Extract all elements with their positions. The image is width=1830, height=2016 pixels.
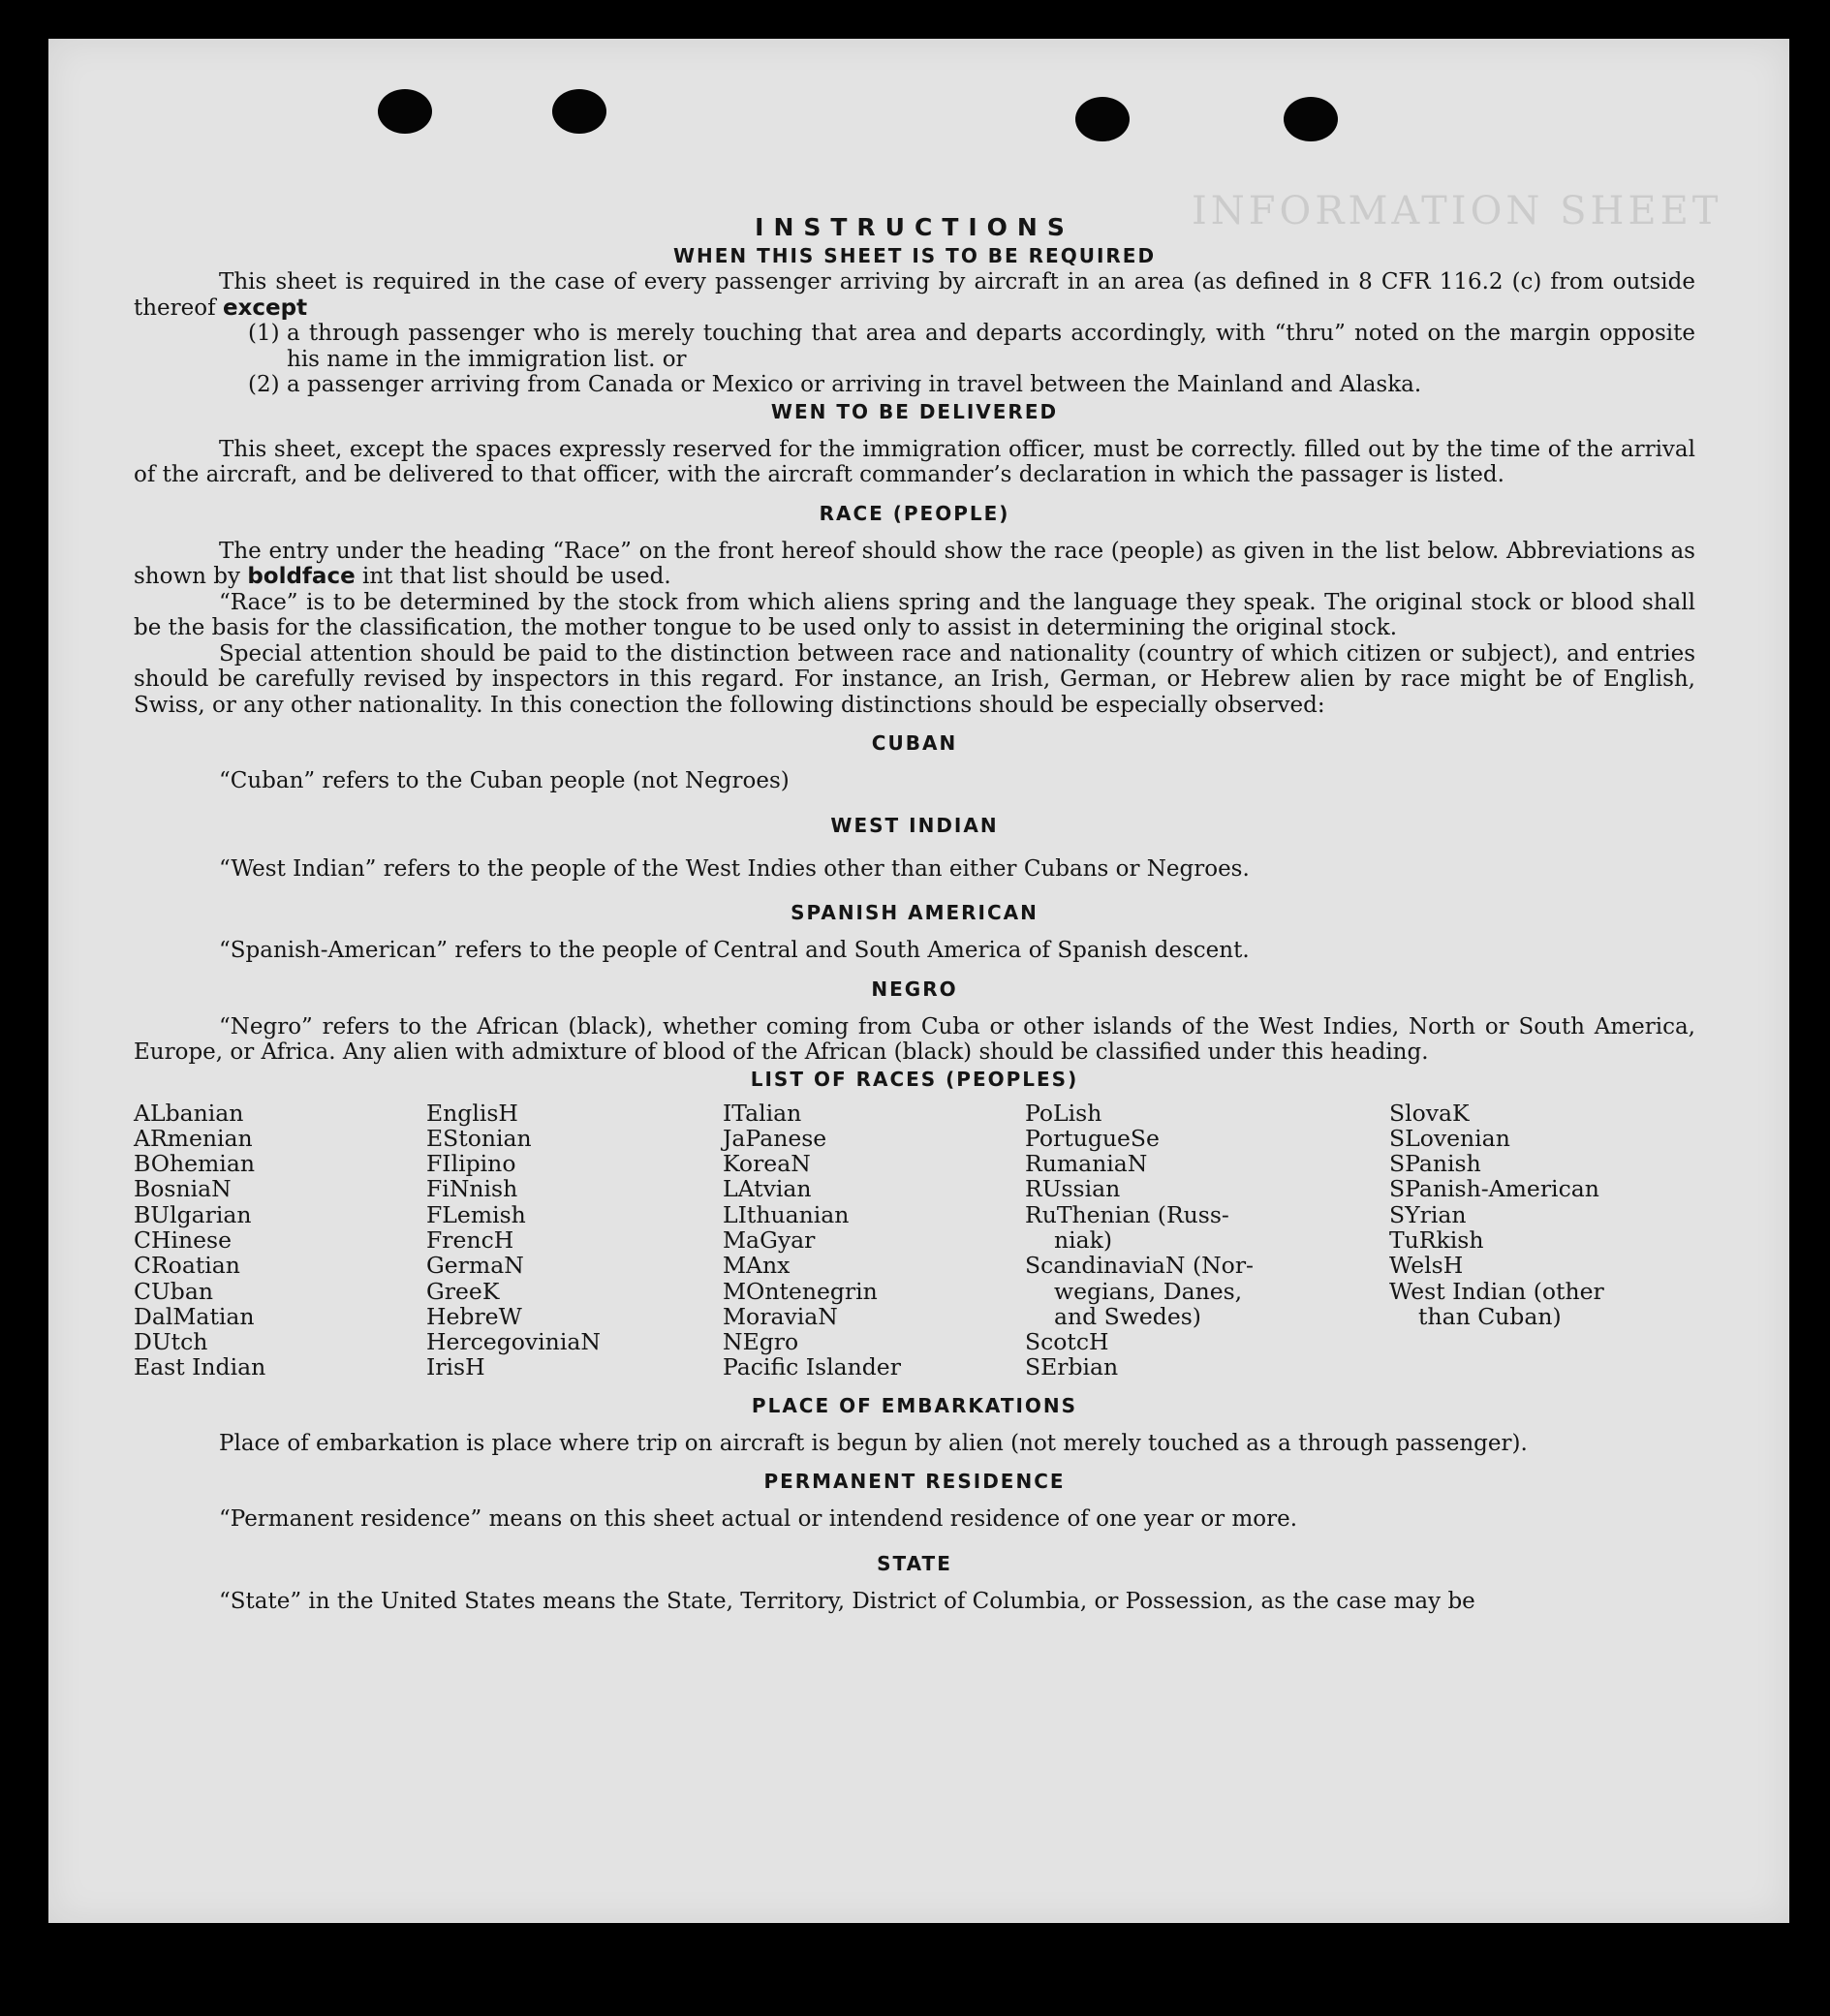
when-delivered-text: This sheet, except the spaces expressly reserved for the immigration officer, must be correctly. filled out by the time of the arrival of the aircraft, and be delivered to that officer, with the aircraft commander’s declaration in which the passager is listed. — [134, 436, 1695, 487]
race-entry: RUssian — [1025, 1175, 1121, 1203]
race-entry: MAnx — [723, 1252, 791, 1280]
race-entry: HercegoviniaN — [426, 1328, 601, 1356]
race-entry-continuation: wegians, Danes, — [1054, 1277, 1243, 1305]
race-entry: GermaN — [426, 1252, 524, 1280]
race-entry: East Indian — [134, 1353, 266, 1381]
punch-hole — [552, 89, 606, 134]
race-entry: DUtch — [134, 1328, 208, 1356]
race-entry: NEgro — [723, 1328, 799, 1356]
race-entry: FrencH — [426, 1225, 514, 1254]
state-text: “State” in the United States means the State, Territory, District of Columbia, or Possession, as the case may be — [219, 1588, 1475, 1614]
race-entry: LAtvian — [723, 1175, 812, 1203]
punch-hole — [378, 89, 432, 134]
race-entry: IrisH — [426, 1353, 485, 1381]
race-entry: ARmenian — [134, 1124, 253, 1152]
race-entry: EStonian — [426, 1124, 532, 1152]
list-of-races-heading: LIST OF RACES (PEOPLES) — [750, 1067, 1079, 1091]
race-entry: FiNnish — [426, 1175, 518, 1203]
race-entry: GreeK — [426, 1277, 500, 1305]
race-paragraph-1: The entry under the heading “Race” on the front hereof should show the race (people) as given in the list below. Abbreviations as shown by boldface int that list should be used. — [134, 538, 1695, 589]
race-entry: JaPanese — [723, 1124, 827, 1152]
race-entry: SLovenian — [1389, 1124, 1510, 1152]
race-paragraph-2: “Race” is to be determined by the stock from which aliens spring and the language they speak. The original stock or blood shall be the basis for the classification, the mother tongue to be used only to assist in determining the original stock. — [134, 589, 1695, 640]
race-entry: FIlipino — [426, 1150, 516, 1178]
cuban-heading: CUBAN — [871, 731, 958, 755]
negro-text: “Negro” refers to the African (black), whether coming from Cuba or other islands of the West Indies, North or South America, Europe, or Africa. Any alien with admixture of blood of the African (black) should be classified under this heading. — [134, 1013, 1695, 1065]
race-entry: MOntenegrin — [723, 1277, 878, 1305]
race-entry: LIthuanian — [723, 1200, 850, 1228]
west-indian-text: “West Indian” refers to the people of the West Indies other than either Cubans or Negroes. — [219, 855, 1250, 882]
punch-hole — [1284, 97, 1338, 141]
race-entry: RumaniaN — [1025, 1150, 1148, 1178]
race-entry: SErbian — [1025, 1353, 1119, 1381]
race-entry: ScandinaviaN (Nor- — [1025, 1252, 1254, 1280]
races-column-2 — [426, 1101, 723, 1380]
exception-item-1: (1) a through passenger who is merely touching that area and departs accordingly, with “thru” noted on the margin opposite his name in the immigration list. or — [248, 321, 1695, 372]
race-entry: SPanish — [1389, 1150, 1481, 1178]
spanish-american-heading: SPANISH AMERICAN — [791, 901, 1039, 924]
race-entry: SPanish-American — [1389, 1175, 1599, 1203]
races-list — [134, 1101, 1695, 1380]
race-entry: ALbanian — [134, 1099, 244, 1127]
when-delivered-heading: WEN TO BE DELIVERED — [770, 399, 1059, 423]
race-entry: BUlgarian — [134, 1200, 252, 1228]
race-entry: FLemish — [426, 1200, 526, 1228]
permanent-residence-heading: PERMANENT RESIDENCE — [763, 1470, 1066, 1494]
race-entry: HebreW — [426, 1302, 522, 1330]
race-entry: ITalian — [723, 1099, 802, 1127]
race-entry: Pacific Islander — [723, 1353, 901, 1381]
exception-list — [248, 321, 1695, 398]
race-entry: MoraviaN — [723, 1302, 838, 1330]
race-entry: EnglisH — [426, 1099, 518, 1127]
race-entry-continuation: than Cuban) — [1418, 1302, 1562, 1330]
negro-heading: NEGRO — [871, 977, 958, 1001]
race-entry-continuation: niak) — [1054, 1225, 1113, 1254]
races-column-4 — [1025, 1101, 1389, 1380]
instructions-body — [134, 213, 1695, 1614]
races-column-1 — [134, 1101, 426, 1380]
race-entry: BOhemian — [134, 1150, 255, 1178]
race-entry: RuThenian (Russ- — [1025, 1200, 1229, 1228]
bleed-through-text: INFORMATION SHEET — [1192, 189, 1722, 233]
race-entry: CHinese — [134, 1225, 232, 1254]
race-entry: MaGyar — [723, 1225, 816, 1254]
state-heading: STATE — [877, 1551, 952, 1575]
place-of-embarkation-text: Place of embarkation is place where trip on aircraft is begun by alien (not merely touched as a through passenger). — [219, 1430, 1528, 1456]
race-entry: PoLish — [1025, 1099, 1102, 1127]
permanent-residence-text: “Permanent residence” means on this sheet actual or intendend residence of one year or more. — [219, 1506, 1298, 1533]
race-entry: DalMatian — [134, 1302, 255, 1330]
when-required-heading: WHEN THIS SHEET IS TO BE REQUIRED — [672, 244, 1157, 267]
race-entry: TuRkish — [1389, 1225, 1484, 1254]
punch-hole — [1075, 97, 1130, 141]
cuban-text: “Cuban” refers to the Cuban people (not Negroes) — [219, 768, 790, 793]
race-entry: CRoatian — [134, 1252, 240, 1280]
race-heading: RACE (PEOPLE) — [819, 501, 1010, 525]
race-entry: BosniaN — [134, 1175, 232, 1203]
races-column-3 — [723, 1101, 1025, 1380]
races-column-5 — [1389, 1101, 1690, 1380]
race-entry-continuation: and Swedes) — [1054, 1302, 1201, 1330]
document-sheet — [48, 39, 1789, 1923]
instructions-title: INSTRUCTIONS — [755, 213, 1074, 241]
race-entry: WelsH — [1389, 1252, 1464, 1280]
race-entry: KoreaN — [723, 1150, 811, 1178]
race-entry: SYrian — [1389, 1200, 1467, 1228]
exception-item-2: (2) a passenger arriving from Canada or Mexico or arriving in travel between the Mainland and Alaska. — [248, 372, 1422, 397]
race-entry: West Indian (other — [1389, 1277, 1604, 1305]
west-indian-heading: WEST INDIAN — [830, 813, 999, 837]
race-paragraph-3: Special attention should be paid to the distinction between race and nationality (country of which citizen or subject), and entries should be carefully revised by inspectors in this regard. For instance, an Irish, German, or Hebrew alien by race might be of English, Swiss, or any other nationality. In this conection the following distinctions should be especially observed: — [134, 640, 1695, 718]
spanish-american-text: “Spanish-American” refers to the people of Central and South America of Spanish descent. — [219, 938, 1250, 963]
race-entry: CUban — [134, 1277, 213, 1305]
place-of-embarkation-heading: PLACE OF EMBARKATIONS — [751, 1393, 1078, 1417]
race-entry: SlovaK — [1389, 1099, 1470, 1127]
race-entry: ScotcH — [1025, 1328, 1109, 1356]
when-required-text: This sheet is required in the case of every passenger arriving by aircraft in an area (as defined in 8 CFR 116.2 (c) from outside thereof except — [134, 269, 1695, 321]
race-entry: PortugueSe — [1025, 1124, 1160, 1152]
